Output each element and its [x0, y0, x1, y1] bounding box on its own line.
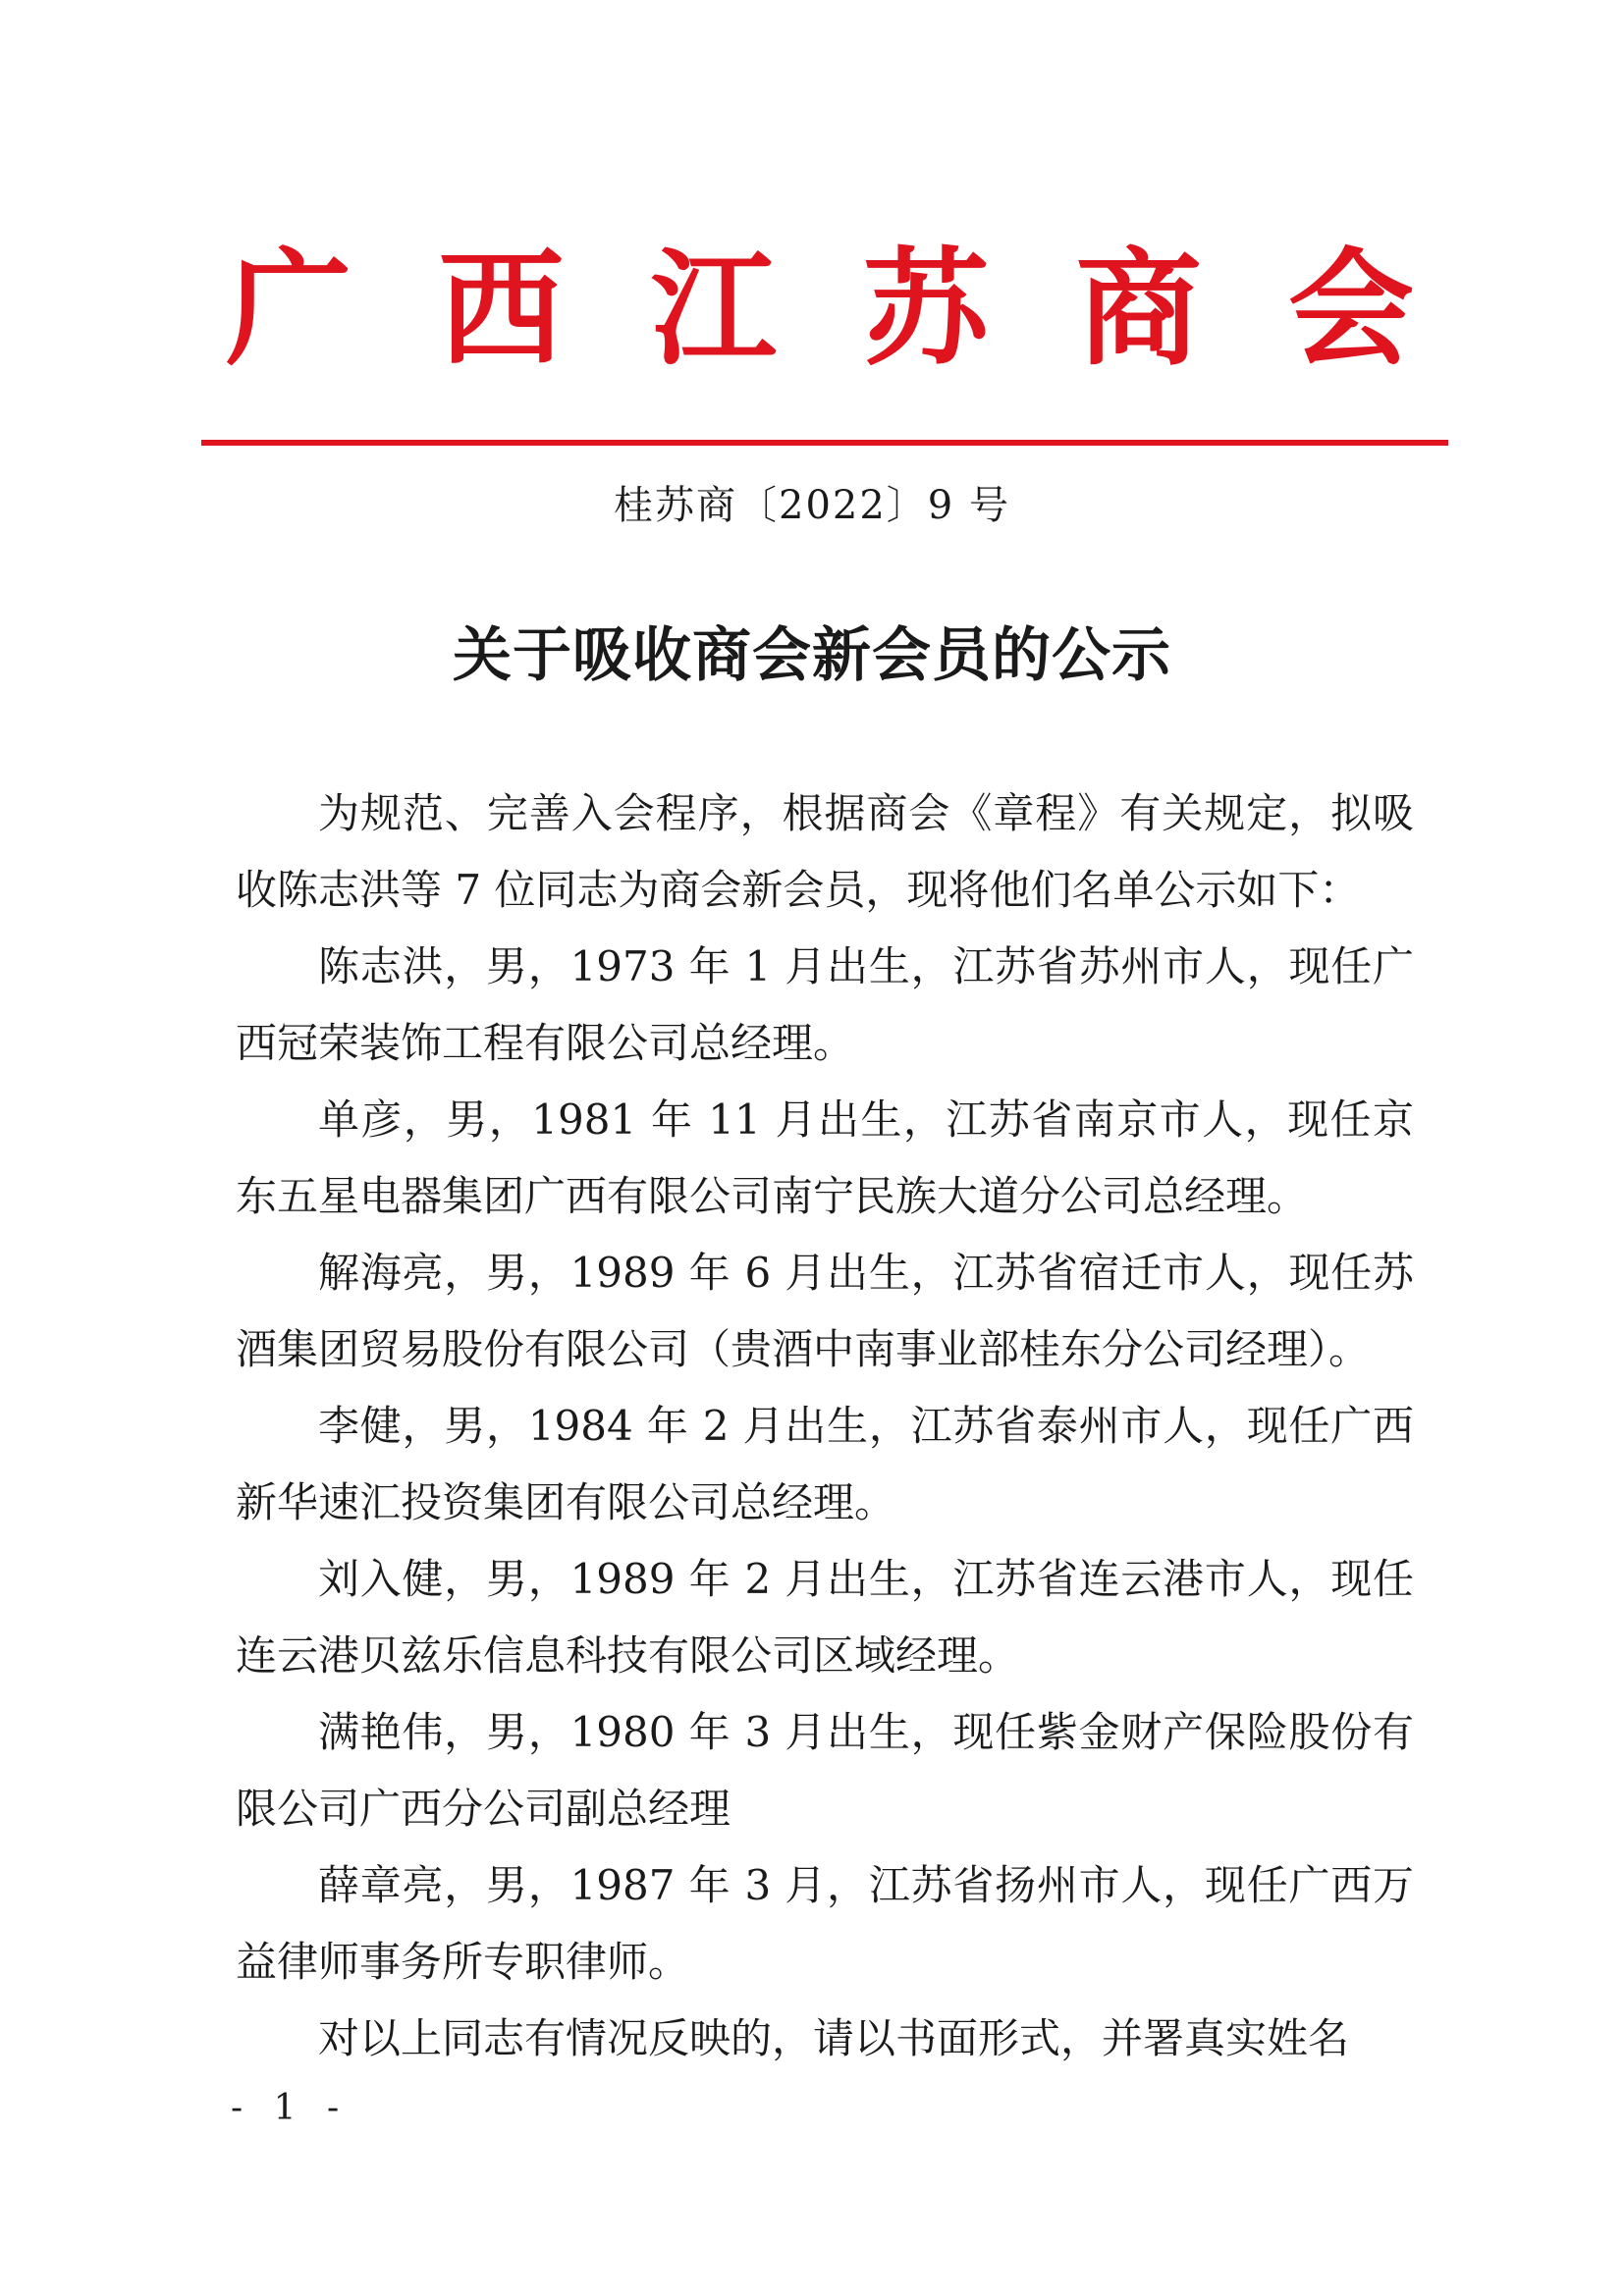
- masthead-char: 商: [1075, 236, 1202, 383]
- member-entry: 李健，男，1984 年 2 月出生，江苏省泰州市人，现任广西新华速汇投资集团有限公司总经理。: [236, 1402, 1414, 1526]
- masthead-char: 江: [650, 236, 777, 383]
- masthead-char: 西: [438, 236, 565, 383]
- member-entry: 解海亮，男，1989 年 6 月出生，江苏省宿迁市人，现任苏酒集团贸易股份有限公司（贵酒中南事业部桂东分公司经理）。: [236, 1249, 1414, 1373]
- masthead-char: 会: [1287, 236, 1414, 383]
- member-entry: 刘入健，男，1989 年 2 月出生，江苏省连云港市人，现任连云港贝兹乐信息科技有限公司区域经理。: [236, 1555, 1414, 1680]
- masthead-char: 苏: [863, 236, 990, 383]
- member-entry: 满艳伟，男，1980 年 3 月出生，现任紫金财产保险股份有限公司广西分公司副总经理: [236, 1708, 1414, 1833]
- intro-paragraph: 为规范、完善入会程序，根据商会《章程》有关规定，拟吸收陈志洪等 7 位同志为商会新会员，现将他们名单公示如下：: [236, 789, 1414, 914]
- masthead-title: [226, 236, 1414, 383]
- member-entry: 单彦，男，1981 年 11 月出生，江苏省南京市人，现任京东五星电器集团广西有限公司南宁民族大道分公司总经理。: [236, 1095, 1414, 1220]
- masthead-divider: [201, 440, 1448, 446]
- document-title: 关于吸收商会新会员的公示: [453, 621, 1171, 690]
- closing-paragraph: 对以上同志有情况反映的，请以书面形式，并署真实姓名: [318, 2014, 1350, 2062]
- member-entry: 陈志洪，男，1973 年 1 月出生，江苏省苏州市人，现任广西冠荣装饰工程有限公司总经理。: [236, 942, 1414, 1067]
- masthead-char: 广: [226, 236, 352, 383]
- page-number: - 1 -: [231, 2088, 350, 2128]
- document-body: [236, 775, 1414, 2077]
- document-number: 桂苏商〔2022〕9 号: [614, 483, 1010, 528]
- member-entry: 薛章亮，男，1987 年 3 月，江苏省扬州市人，现任广西万益律师事务所专职律师。: [236, 1861, 1414, 1986]
